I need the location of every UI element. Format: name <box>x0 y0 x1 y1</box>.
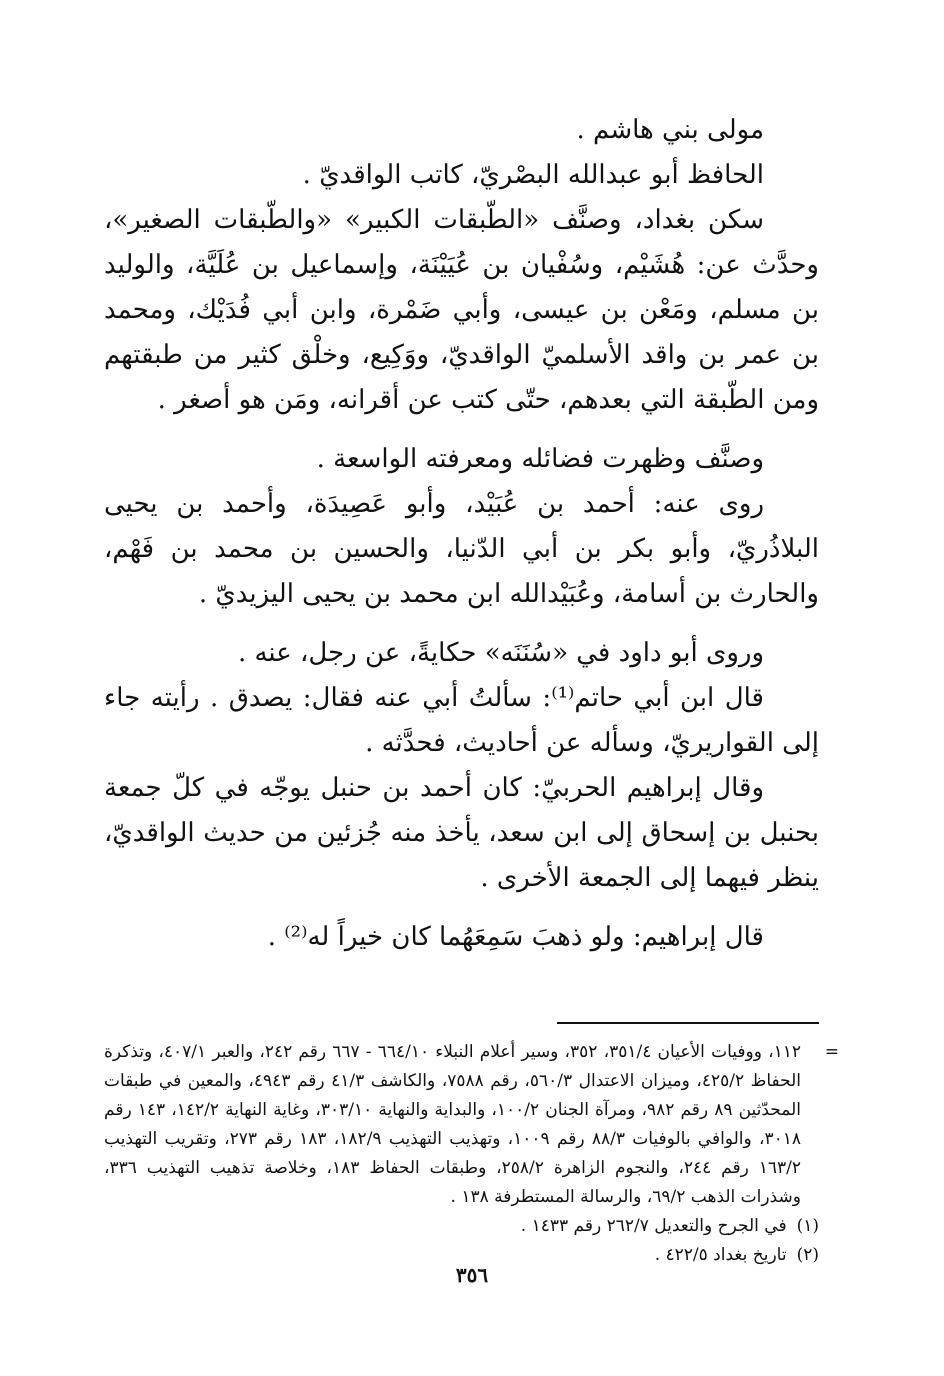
footnotes <box>104 1038 839 1270</box>
footnote-continuation-text: ١١٢، ووفيات الأعيان ٣٥١/٤، ٣٥٢، وسير أعلام النبلاء ٦٦٤/١٠ - ٦٦٧ رقم ٢٤٢، والعبر ٤٠٧/١، وتذكرة الحفاظ ٤٢٥/٢، وميزان الاعتدال ٥٦٠/٣، رقم ٧٥٨٨، والكاشف ٤١/٣ رقم ٤٩٤٣، والمعين في طبقات المحدّثين ٨٩ رقم ٩٨٢، ومرآة الجنان ١٠٠/٢، والبداية والنهاية ٣٠٣/١٠، وغاية النهاية ١٤٢/٢، ١٤٣ رقم ٣٠١٨، والوافي بالوفيات ٨٨/٣ رقم ١٠٠٩، وتهذيب التهذيب ١٨٢/٩، ١٨٣ رقم ٢٧٣، وتقريب التهذيب ١٦٣/٢ رقم ٢٤٤، والنجوم الزاهرة ٢٥٨/٢، وطبقات الحفاظ ١٨٣، وخلاصة تذهيب التهذيب ٣٣٦، وشذرات الذهب ٦٩/٢، والرسالة المستطرفة ١٣٨ . <box>104 1042 802 1207</box>
paragraph: الحافظ أبو عبدالله البصْريّ، كاتب الواقديّ . <box>302 160 764 190</box>
paragraph: قال ابن أبي حاتم⁽¹⁾: سألتُ أبي عنه فقال: يصدق . رأيته جاء إلى القواريريّ، وسأله عن أحاديث، فحدَّثه . <box>104 683 819 758</box>
paragraph: وقال إبراهيم الحربيّ: كان أحمد بن حنبل يوجّه في كلّ جمعة بحنبل بن إسحاق إلى ابن سعد، يأخذ منه جُزئين من حديث الواقديّ، ينظر فيهما إلى الجمعة الأخرى . <box>104 773 819 893</box>
paragraph: مولى بني هاشم . <box>576 115 764 145</box>
continuation-mark: = <box>824 1042 839 1062</box>
footnote-1 <box>104 1212 819 1241</box>
paragraph: وصنَّف وظهرت فضائله ومعرفته الواسعة . <box>316 444 764 474</box>
footnote-text: تاريخ بغداد ٤٢٢/٥ . <box>654 1245 787 1265</box>
paragraph: قال إبراهيم: ولو ذهبَ سَمِعَهُما كان خيراً له⁽²⁾ . <box>267 922 764 952</box>
footnote-continuation <box>104 1038 839 1212</box>
main-text <box>104 108 819 960</box>
page-number: ٣٥٦ <box>455 1263 489 1287</box>
paragraph: وروى أبو داود في «سُنَنَه» حكايةً، عن رجل، عنه . <box>237 638 764 668</box>
footnote-number: (١) <box>796 1216 819 1236</box>
footnote-separator <box>557 1022 819 1024</box>
footnote-number: (٢) <box>796 1245 819 1265</box>
paragraph: سكن بغداد، وصنَّف «الطّبقات الكبير» «والطّبقات الصغير»، وحدَّث عن: هُشَيْم، وسُفْيان بن عُيَيْنَة، وإسماعيل بن عُلَيَّة، والوليد بن مسلم، ومَعْن بن عيسى، وأبي ضَمْرة، وابن أبي فُدَيْك، ومحمد بن عمر بن واقد الأسلميّ الواقديّ، ووَكِيع، وخلْق كثير من طبقتهم ومن الطّبقة التي بعدهم، حتّى كتب عن أقرانه، ومَن هو أصغر . <box>104 205 819 415</box>
footnote-text: في الجرح والتعديل ٢٦٢/٧ رقم ١٤٣٣ . <box>520 1216 787 1236</box>
paragraph: روى عنه: أحمد بن عُبَيْد، وأبو عَصِيدَة، وأحمد بن يحيى البلاذُريّ، وأبو بكر بن أبي الدّنيا، والحسين بن محمد بن فَهْم، والحارث بن أسامة، وعُبَيْدالله ابن محمد بن يحيى اليزيديّ . <box>104 489 819 609</box>
